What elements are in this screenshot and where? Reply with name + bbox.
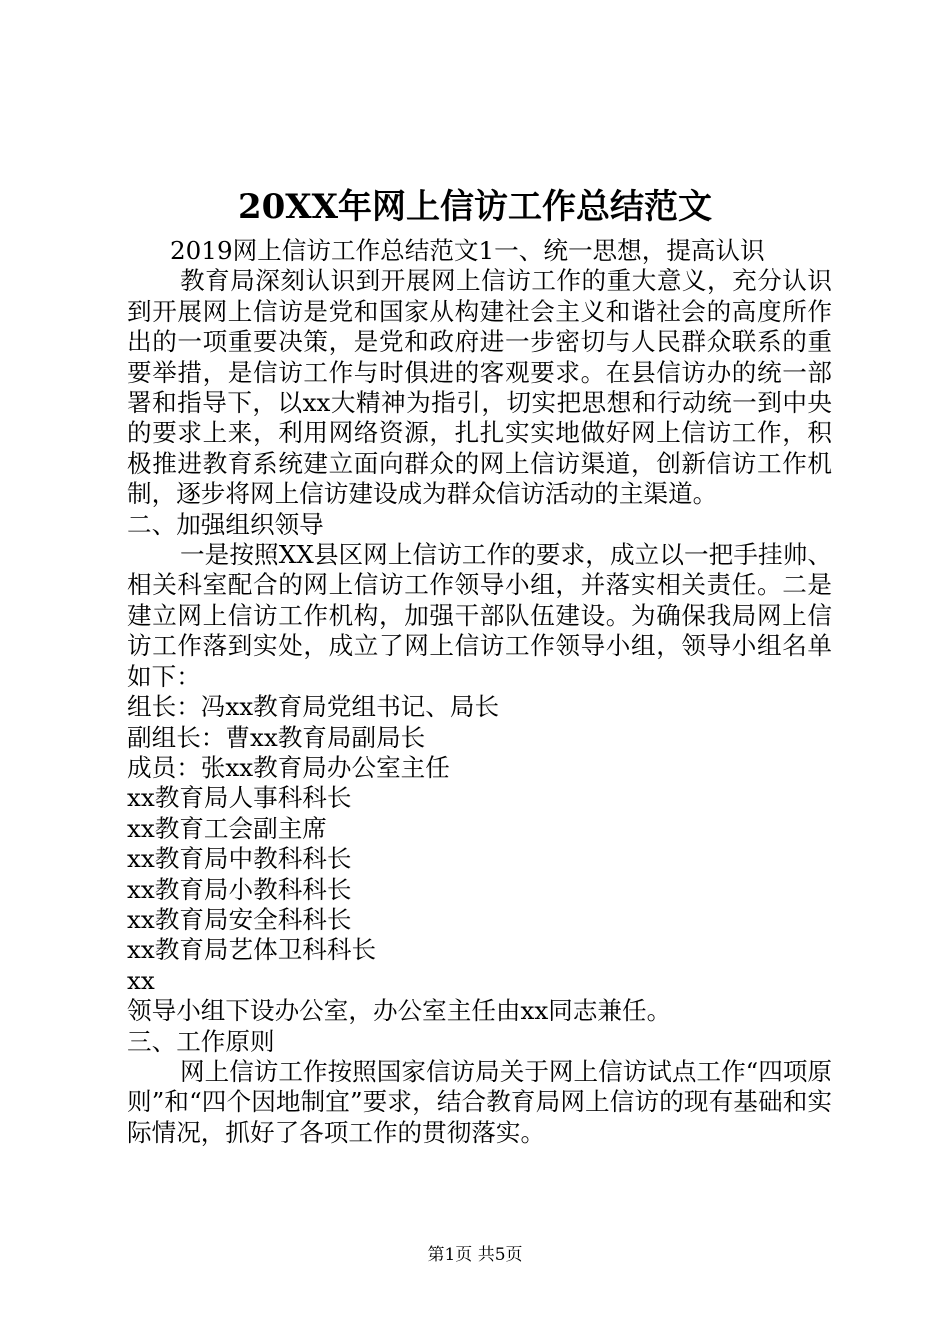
member-list-item: xx教育局艺体卫科科长 xyxy=(127,935,377,965)
heading-section-2: 二、加强组织领导 xyxy=(127,509,324,539)
paragraph-intro: 2019网上信访工作总结范文1一、统一思想，提高认识 xyxy=(170,236,765,265)
member-list-item: xx xyxy=(127,965,155,995)
member-list-item: xx教育局小教科科长 xyxy=(127,874,352,904)
member-list-item: 副组长：曹xx教育局副局长 xyxy=(127,722,426,752)
member-list-item: xx教育局安全科科长 xyxy=(127,904,352,934)
member-list-item: 组长：冯xx教育局党组书记、局长 xyxy=(127,692,500,722)
paragraph-section-1: 教育局深刻认识到开展网上信访工作的重大意义，充分认识到开展网上信访是党和国家从构建社会主义和谐社会的高度所作出的一项重要决策，是党和政府进一步密切与人民群众联系的重要举措，是信访工作与时俱进的客观要求。在县信访办的统一部署和指导下，以xx大精神为指引，切实把思想和行动统一到中央的要求上来，利用网络资源，扎扎实实地做好网上信访工作，积极推进教育系统建立面向群众的网上信访渠道，创新信访工作机制，逐步将网上信访建设成为群众信访活动的主渠道。 xyxy=(127,266,832,509)
paragraph-section-3: 网上信访工作按照国家信访局关于网上信访试点工作“四项原则”和“四个因地制宜”要求，结合教育局网上信访的现有基础和实际情况，抓好了各项工作的贯彻落实。 xyxy=(127,1056,833,1147)
paragraph-office: 领导小组下设办公室，办公室主任由xx同志兼任。 xyxy=(127,996,672,1026)
member-list-item: xx教育局人事科科长 xyxy=(127,783,352,813)
document-body xyxy=(127,236,832,1148)
paragraph-section-2: 一是按照XX县区网上信访工作的要求，成立以一把手挂帅、相关科室配合的网上信访工作领导小组，并落实相关责任。二是建立网上信访工作机构，加强干部队伍建设。为确保我局网上信访工作落到实处，成立了网上信访工作领导小组，领导小组名单如下： xyxy=(127,540,832,691)
member-list-item: xx教育工会副主席 xyxy=(127,813,327,843)
member-list-item: xx教育局中教科科长 xyxy=(127,844,352,874)
heading-section-3: 三、工作原则 xyxy=(127,1026,275,1056)
document-title: 20XX年网上信访工作总结范文 xyxy=(237,187,713,227)
page-number-footer: 第1页 共5页 xyxy=(427,1245,523,1265)
member-list-item: 成员：张xx教育局办公室主任 xyxy=(127,752,450,782)
